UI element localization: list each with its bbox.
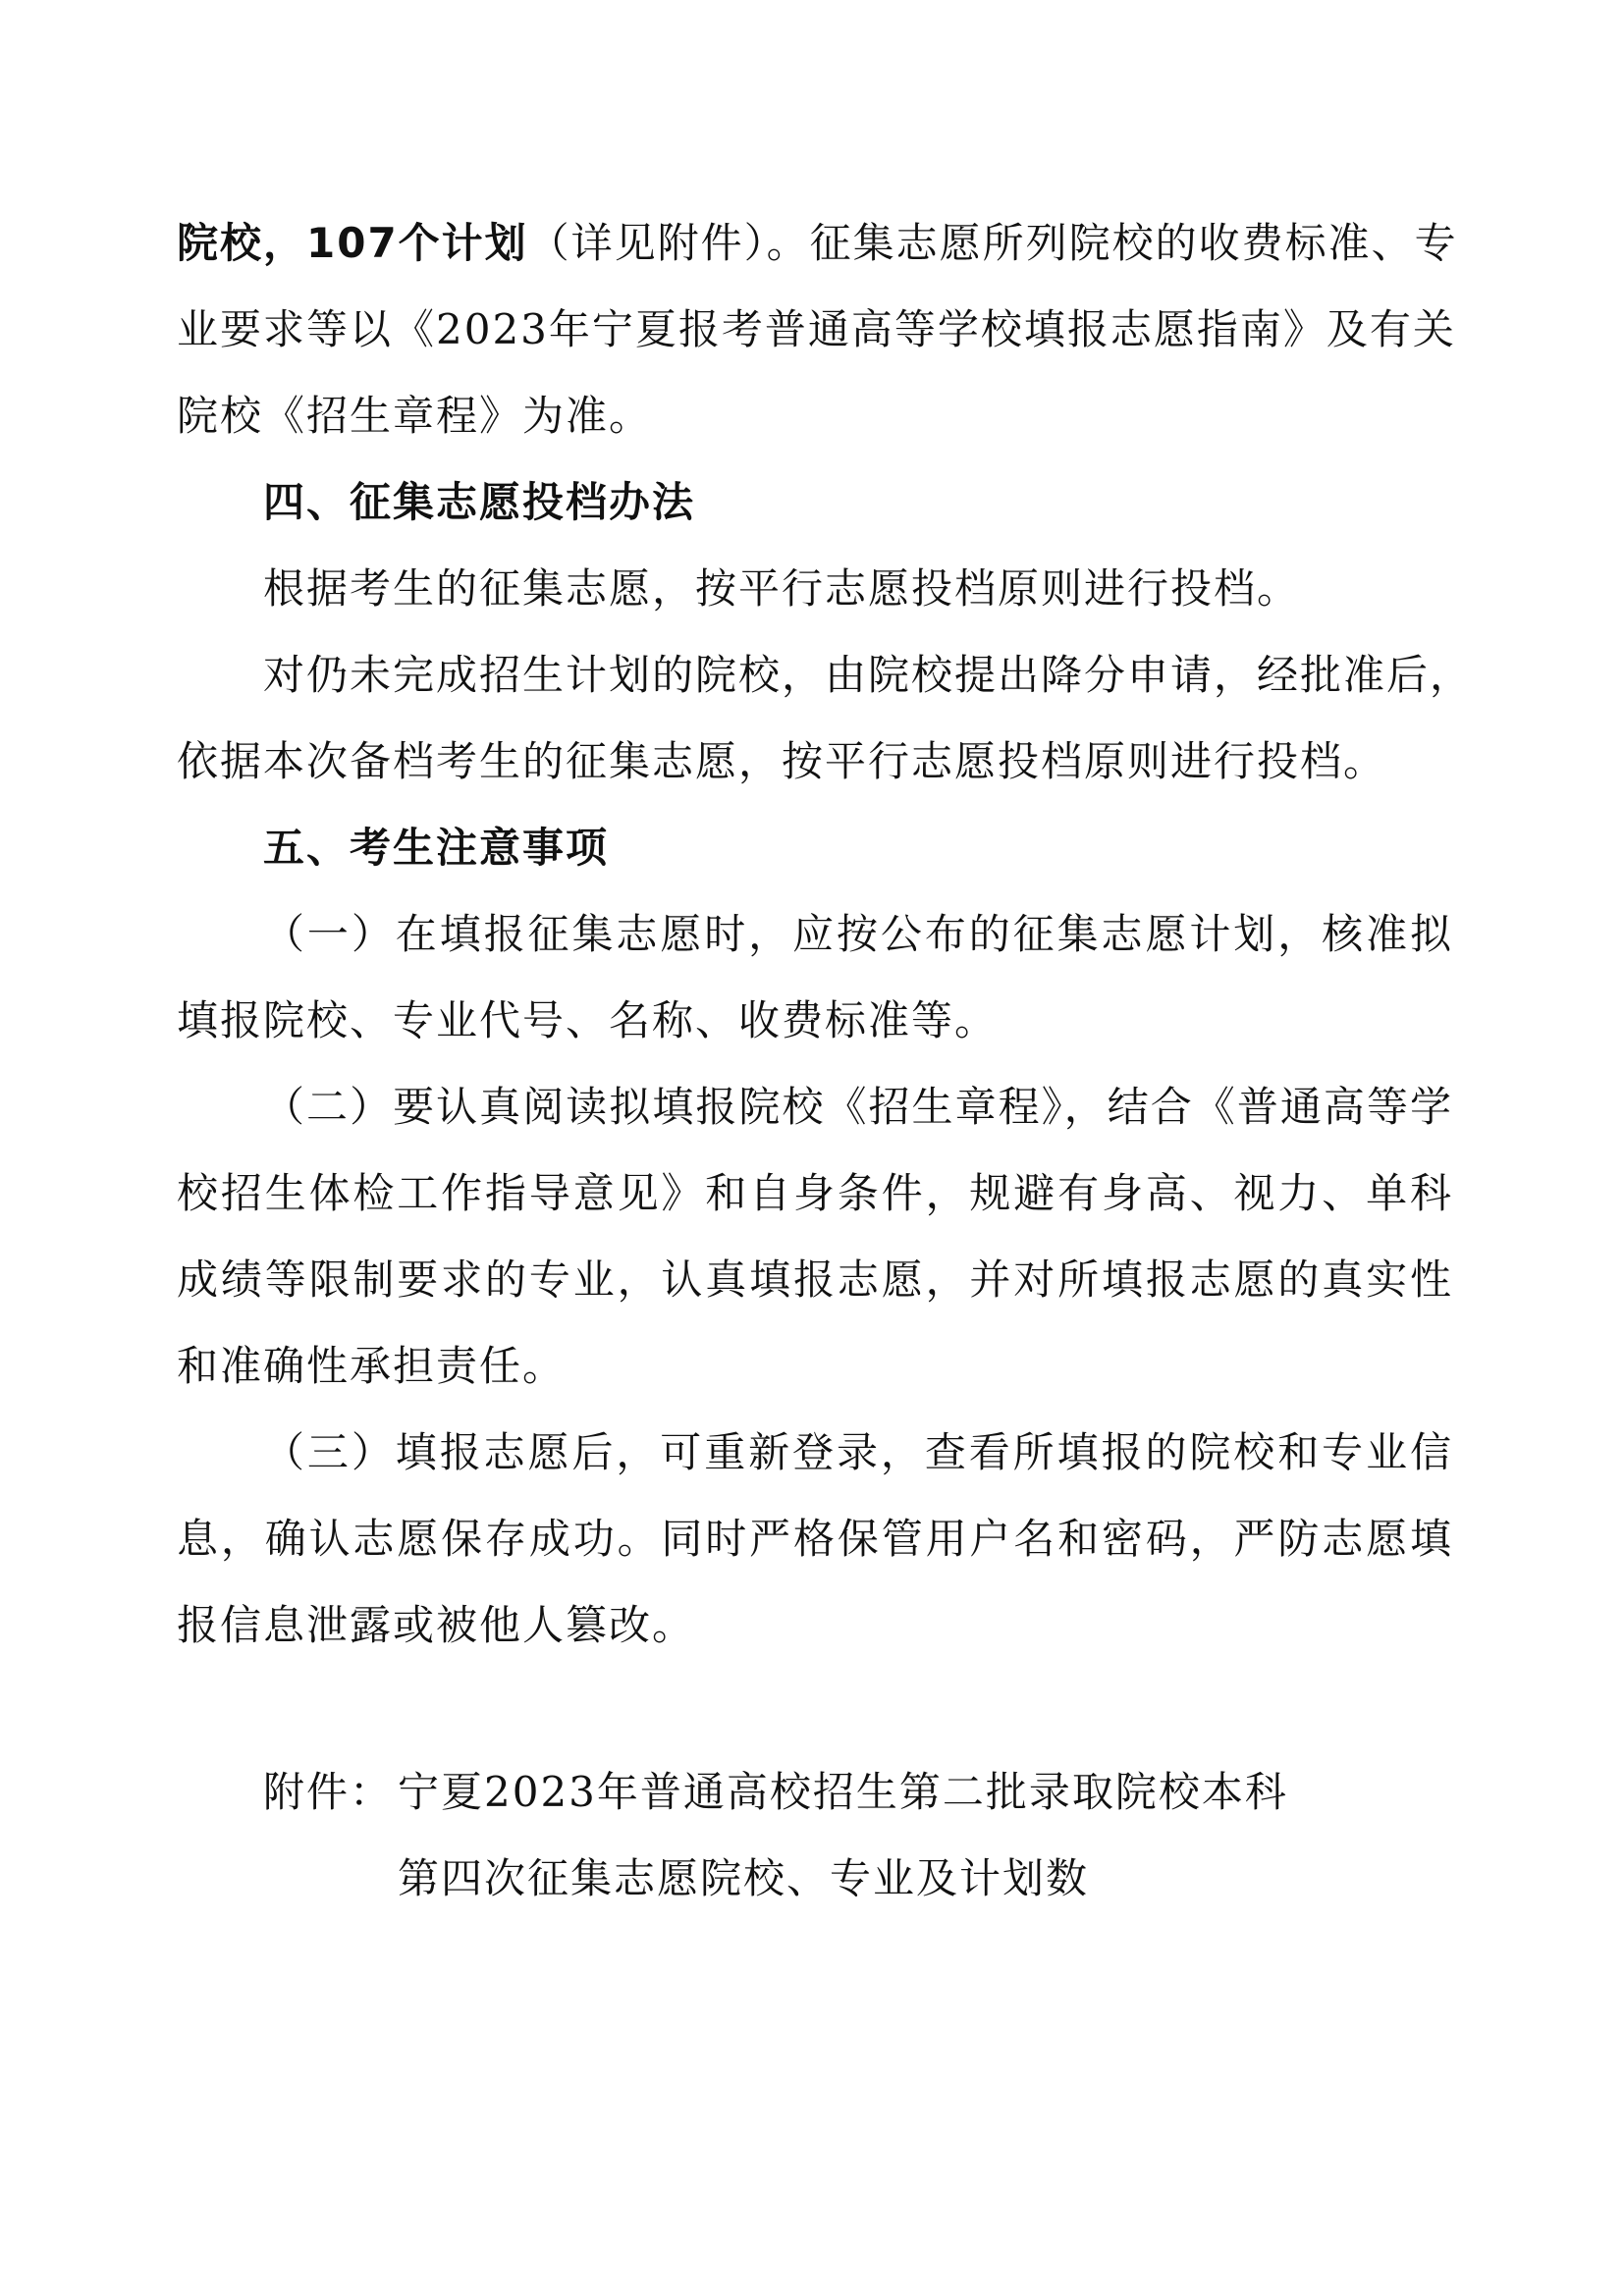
paragraph-line: 依据本次备档考生的征集志愿，按平行志愿投档原则进行投档。 bbox=[177, 737, 1387, 785]
section-heading: 五、考生注意事项 bbox=[263, 824, 610, 872]
paragraph-line: 息，确认志愿保存成功。同时严格保管用户名和密码，严防志愿填 bbox=[177, 1515, 1453, 1563]
section-heading: 四、征集志愿投档办法 bbox=[263, 478, 696, 526]
bold-lead-text: 院校，107个计划 bbox=[177, 219, 528, 267]
attachment-title-line: 第四次征集志愿院校、专业及计划数 bbox=[398, 1854, 1090, 1902]
paragraph-line: （三）填报志愿后，可重新登录，查看所填报的院校和专业信 bbox=[263, 1428, 1453, 1476]
paragraph-line: （一）在填报征集志愿时，应按公布的征集志愿计划，核准拟 bbox=[263, 910, 1453, 958]
paragraph-line: 院校《招生章程》为准。 bbox=[177, 392, 653, 440]
paragraph-line: （二）要认真阅读拟填报院校《招生章程》，结合《普通高等学 bbox=[263, 1083, 1453, 1131]
paragraph-line: 成绩等限制要求的专业，认真填报志愿，并对所填报志愿的真实性 bbox=[177, 1255, 1453, 1304]
paragraph-line bbox=[177, 214, 1458, 273]
paragraph-line: 根据考生的征集志愿，按平行志愿投档原则进行投档。 bbox=[263, 564, 1301, 613]
paragraph-line: 业要求等以《2023年宁夏报考普通高等学校填报志愿指南》及有关 bbox=[177, 305, 1456, 353]
line-text: （详见附件）。征集志愿所列院校的收费标准、专 bbox=[527, 219, 1458, 267]
paragraph-line: 填报院校、专业代号、名称、收费标准等。 bbox=[177, 996, 999, 1044]
attachment-title-line: 宁夏2023年普通高校招生第二批录取院校本科 bbox=[398, 1768, 1288, 1816]
paragraph-line: 校招生体检工作指导意见》和自身条件，规避有身高、视力、单科 bbox=[177, 1169, 1453, 1217]
paragraph-line: 和准确性承担责任。 bbox=[177, 1342, 567, 1390]
paragraph-line: 对仍未完成招生计划的院校，由院校提出降分申请，经批准后， bbox=[263, 651, 1474, 699]
paragraph-line: 报信息泄露或被他人篡改。 bbox=[177, 1601, 696, 1649]
attachment-label: 附件： bbox=[263, 1768, 394, 1816]
